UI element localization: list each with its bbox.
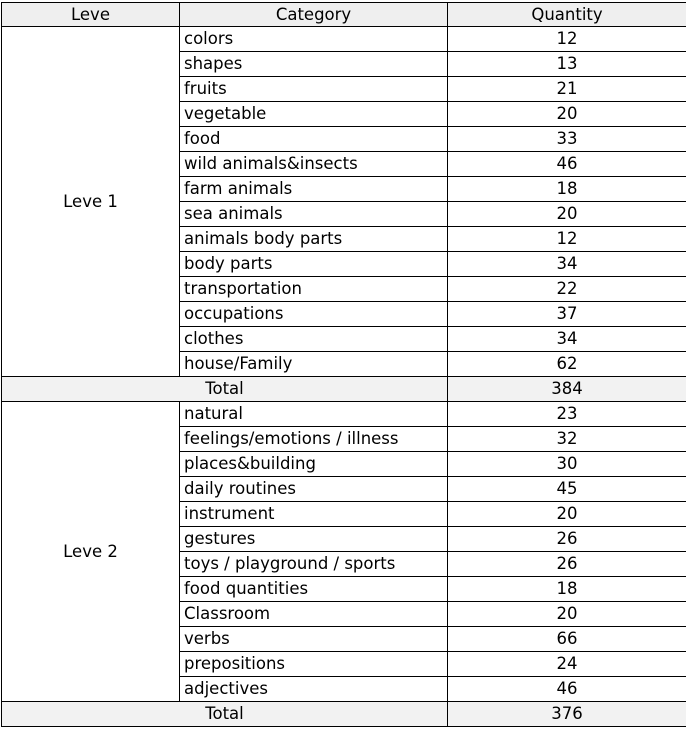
category-cell: transportation [180,277,448,302]
category-cell: occupations [180,302,448,327]
total-row [2,377,686,402]
category-cell: animals body parts [180,227,448,252]
category-cell: colors [180,27,448,52]
category-cell: adjectives [180,677,448,702]
category-cell: verbs [180,627,448,652]
quantity-cell: 20 [448,202,686,227]
category-cell: food [180,127,448,152]
category-cell: natural [180,402,448,427]
quantity-cell: 20 [448,602,686,627]
header-category: Category [180,3,448,27]
category-cell: vegetable [180,102,448,127]
quantity-cell: 12 [448,227,686,252]
quantity-cell: 18 [448,177,686,202]
category-cell: gestures [180,527,448,552]
quantity-cell: 12 [448,27,686,52]
quantity-cell: 18 [448,577,686,602]
quantity-cell: 46 [448,152,686,177]
quantity-cell: 30 [448,452,686,477]
quantity-cell: 66 [448,627,686,652]
quantity-cell: 24 [448,652,686,677]
quantity-cell: 21 [448,77,686,102]
category-cell: wild animals&insects [180,152,448,177]
quantity-cell: 33 [448,127,686,152]
quantity-cell: 37 [448,302,686,327]
category-cell: places&building [180,452,448,477]
category-cell: fruits [180,77,448,102]
quantity-cell: 62 [448,352,686,377]
table-row [2,402,686,427]
category-cell: daily routines [180,477,448,502]
header-level: Leve [2,3,180,27]
category-cell: toys / playground / sports [180,552,448,577]
quantity-cell: 22 [448,277,686,302]
quantity-cell: 23 [448,402,686,427]
quantity-cell: 26 [448,527,686,552]
header-row [2,3,686,27]
category-cell: shapes [180,52,448,77]
quantity-cell: 13 [448,52,686,77]
quantity-cell: 34 [448,252,686,277]
category-cell: Classroom [180,602,448,627]
header-quantity: Quantity [448,3,686,27]
level-label: Leve 1 [2,27,180,377]
quantity-cell: 20 [448,502,686,527]
category-cell: house/Family [180,352,448,377]
level-label: Leve 2 [2,402,180,702]
category-cell: sea animals [180,202,448,227]
total-label: Total [2,377,448,402]
category-cell: body parts [180,252,448,277]
quantity-cell: 46 [448,677,686,702]
category-cell: feelings/emotions / illness [180,427,448,452]
quantity-cell: 26 [448,552,686,577]
quantity-cell: 32 [448,427,686,452]
total-row [2,702,686,727]
quantity-cell: 45 [448,477,686,502]
total-value: 376 [448,702,686,727]
total-value: 384 [448,377,686,402]
category-cell: clothes [180,327,448,352]
quantity-cell: 34 [448,327,686,352]
category-cell: farm animals [180,177,448,202]
category-cell: prepositions [180,652,448,677]
category-quantity-table [1,2,686,727]
table-row [2,27,686,52]
category-cell: food quantities [180,577,448,602]
table-body [2,27,686,727]
category-cell: instrument [180,502,448,527]
quantity-cell: 20 [448,102,686,127]
total-label: Total [2,702,448,727]
